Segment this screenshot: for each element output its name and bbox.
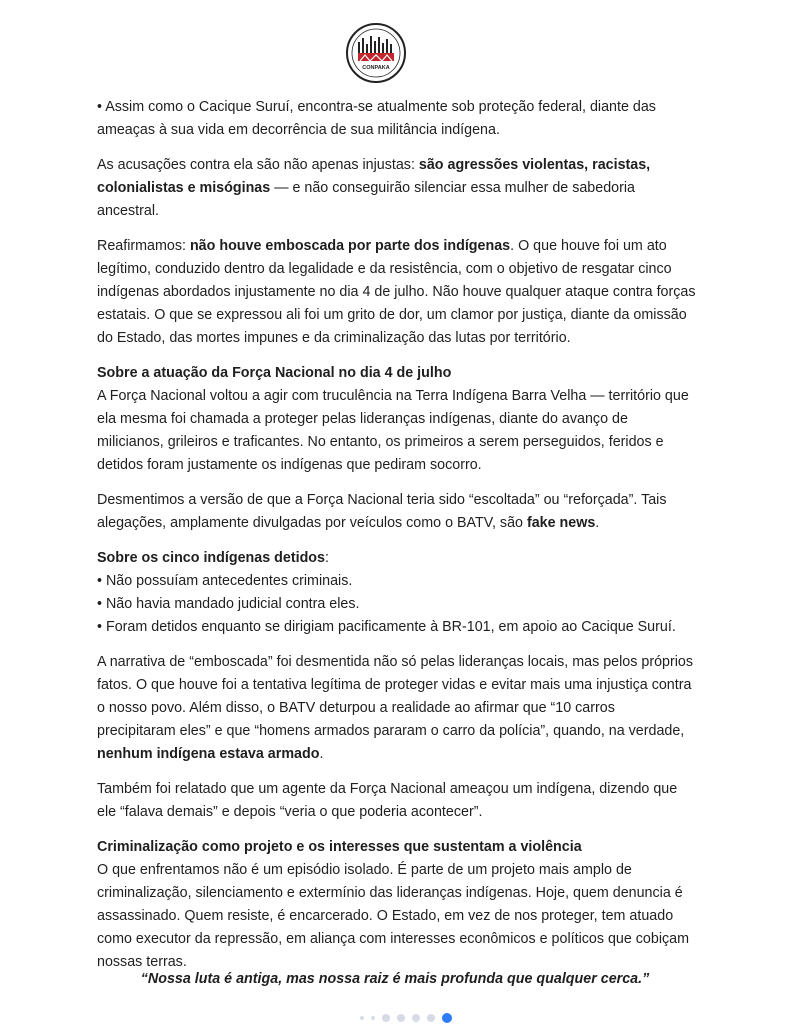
closing-quote: “Nossa luta é antiga, mas nossa raiz é mais profunda que qualquer cerca.” — [140, 971, 650, 987]
paragraph-accusations: As acusações contra ela são não apenas injustas: são agressões violentas, racistas, colonialistas e misóginas — e não conseguirão silenciar essa mulher de sabedoria ancestral. — [97, 157, 651, 219]
page-dot[interactable] — [427, 1014, 435, 1022]
emphasis: nenhum indígena estava armado — [97, 746, 320, 762]
list-item: • Não possuíam antecedentes criminais. — [97, 573, 353, 589]
page-dot[interactable] — [360, 1016, 364, 1020]
page-dot[interactable] — [412, 1014, 420, 1022]
section-forca-nacional — [97, 362, 697, 477]
list-item: • Não havia mandado judicial contra eles. — [97, 596, 360, 612]
emphasis: não houve emboscada por parte dos indígenas — [189, 238, 511, 254]
section-text: O que enfrentamos não é um episódio isolado. É parte de um projeto mais amplo de criminalização, silenciamento e extermínio das lideranças indígenas. Hoje, quem denuncia é assassinado. Quem resiste, é encarcerado. O Estado, em vez de nos proteger, tem atuado como executor da repressão, em aliança com interesses econômicos e políticos que cobiçam nossas terras. — [97, 862, 690, 970]
paragraph-reaffirm: Reafirmamos: não houve emboscada por parte dos indígenas. O que houve foi um ato legítimo, conduzido dentro da legalidade e da resistência, com o objetivo de resgatar cinco indígenas abordados injustamente no dia 4 de julho. Não houve qualquer ataque contra forças estatais. O que se expressou ali foi um grito de dor, um clamor por justiça, diante da omissão do Estado, das mortes impunes e da criminalização das lutas por território. — [97, 238, 696, 346]
paragraph-denial: Desmentimos a versão de que a Força Nacional teria sido “escoltada” ou “reforçada”. Tais alegações, amplamente divulgadas por veículos como o BATV, são fake news. — [97, 492, 667, 531]
section-heading: Sobre os cinco indígenas detidos — [97, 550, 325, 566]
svg-text:CONPAKA: CONPAKA — [362, 65, 390, 71]
page-dot[interactable] — [371, 1016, 375, 1020]
page-dot[interactable] — [397, 1014, 405, 1022]
section-heading: Sobre a atuação da Força Nacional no dia 4 de julho — [97, 365, 452, 381]
carousel-pagination[interactable] — [0, 1012, 790, 1024]
emphasis: fake news — [526, 515, 596, 531]
section-heading: Criminalização como projeto e os interesses que sustentam a violência — [97, 839, 582, 855]
section-text: A Força Nacional voltou a agir com truculência na Terra Indígena Barra Velha — território que ela mesma foi chamada a proteger pelas lideranças indígenas, diante do avanço de milicianos, grileiros e traficantes. No entanto, os primeiros a serem perseguidos, feridos e detidos foram justamente os indígenas que pediram socorro. — [97, 388, 689, 473]
section-criminalizacao — [97, 836, 697, 974]
page-dot-active[interactable] — [442, 1013, 452, 1023]
paragraph-narrative: A narrativa de “emboscada” foi desmentida não só pelas lideranças locais, mas pelos próprios fatos. O que houve foi a tentativa legítima de proteger vidas e evitar mais uma injustiça contra o nosso povo. Além disso, o BATV deturpou a realidade ao afirmar que “10 carros precipitaram eles” e que “homens armados pararam o carro da polícia”, quando, na verdade, nenhum indígena estava armado. — [97, 654, 694, 762]
page-dot[interactable] — [382, 1014, 390, 1022]
paragraph-threat: Também foi relatado que um agente da Força Nacional ameaçou um indígena, dizendo que ele “falava demais” e depois “veria o que poderia acontecer”. — [97, 781, 678, 820]
intro-bullet: • Assim como o Cacique Suruí, encontra-se atualmente sob proteção federal, diante das ameaças à sua vida em decorrência de sua militância indígena. — [97, 99, 656, 138]
emphasis: são agressões violentas, racistas, colonialistas e misóginas — [97, 157, 651, 196]
list-item: • Foram detidos enquanto se dirigiam pacificamente à BR-101, em apoio ao Cacique Suruí. — [97, 619, 676, 635]
organization-seal-icon — [345, 22, 407, 84]
section-detidos: Sobre os cinco indígenas detidos: • Não possuíam antecedentes criminais. • Não havia mandado judicial contra eles. • Foram detidos enquanto se dirigiam pacificamente à BR-101, em apoio ao Cacique Suruí. — [97, 547, 697, 639]
document-body — [97, 96, 697, 974]
